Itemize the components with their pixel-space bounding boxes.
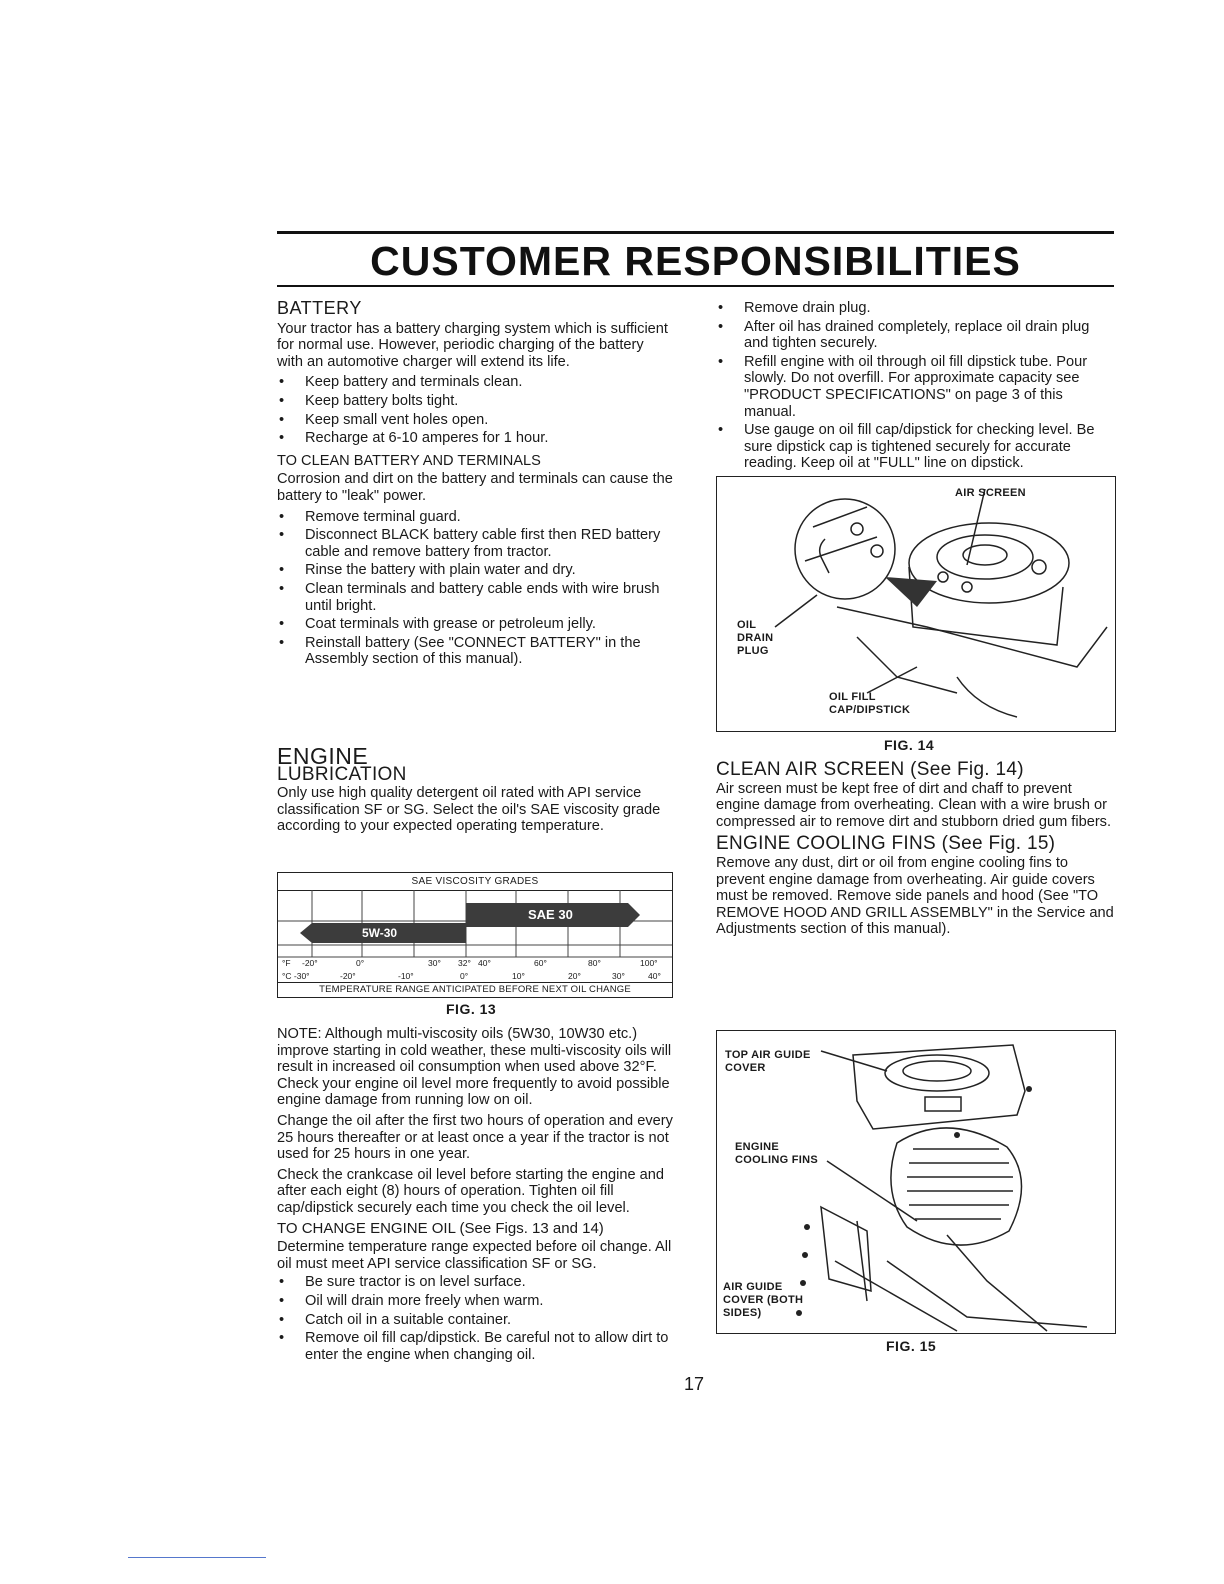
tick-label: -20° [340, 971, 356, 981]
label-plug: PLUG [737, 645, 769, 657]
list-item: • Keep battery bolts tight. [277, 393, 673, 410]
label-air-guide-sides: SIDES) [723, 1307, 762, 1319]
list-item: • Use gauge on oil fill cap/dipstick for checking level. Be sure dipstick cap is tightened securely for accurate reading. Keep oil at "FULL" line on dipstick. [716, 422, 1114, 472]
fig14-caption: FIG. 14 [884, 737, 935, 753]
footer-rule [128, 1557, 266, 1558]
label-air-guide-cover: COVER (BOTH [723, 1294, 804, 1306]
list-item: • Keep small vent holes open. [277, 412, 673, 429]
engine-section [277, 743, 673, 839]
list-item: • Rinse the battery with plain water and dry. [277, 562, 673, 579]
list-item: • Keep battery and terminals clean. [277, 374, 673, 391]
clean-battery-bullets [277, 509, 673, 668]
tick-label: 40° [648, 971, 661, 981]
tick-label: 40° [478, 958, 491, 968]
check-oil-level: Check the crankcase oil level before starting the engine and after each eight (8) hours of operation. Tighten oil fill cap/dipstick securely each time you check the oil level. [277, 1166, 664, 1216]
tick-label: 10° [512, 971, 525, 981]
oil-refill-bullets [716, 300, 1114, 472]
list-item: • Coat terminals with grease or petroleum jelly. [277, 616, 673, 633]
label-top-air-guide-cover: COVER [725, 1062, 766, 1074]
label-air-screen: AIR SCREEN [955, 487, 1026, 499]
tick-label: 30° [612, 971, 625, 981]
list-item: • Be sure tractor is on level surface. [277, 1274, 673, 1291]
viscosity-chart-header: SAE VISCOSITY GRADES [278, 873, 672, 891]
tick-label: -10° [398, 971, 414, 981]
list-item: • Remove terminal guard. [277, 509, 673, 526]
tick-label: 60° [534, 958, 547, 968]
air-screen-heading: CLEAN AIR SCREEN (See Fig. 14) [716, 759, 1024, 780]
air-screen-text: Air screen must be kept free of dirt and chaff to prevent engine damage from overheating. Clean with a wire brush or compressed air to remove dirt and stubborn dried gum fibers. [716, 780, 1112, 830]
title-rule-bottom [277, 285, 1114, 287]
tick-label: °F [282, 958, 291, 968]
list-item: • After oil has drained completely, replace oil drain plug and tighten securely. [716, 319, 1114, 352]
label-top-air-guide: TOP AIR GUIDE [725, 1049, 811, 1061]
label-drain: DRAIN [737, 632, 774, 644]
battery-bullets [277, 374, 673, 446]
band-label-sae30: SAE 30 [528, 907, 573, 922]
lubrication-text: Only use high quality detergent oil rated with API service classification SF or SG. Select the oil's SAE viscosity grade according to your expected operating temperature. [277, 785, 661, 835]
clean-battery-intro: Corrosion and dirt on the battery and terminals can cause the battery to "leak" power. [277, 471, 673, 504]
tick-label: 0° [460, 971, 469, 981]
cooling-fins-text: Remove any dust, dirt or oil from engine cooling fins to prevent engine damage from overheating. Air guide covers must be removed. Remove side panels and hood (See "TO REMOVE HOOD AND GRILL ASSEMBLY" in the Service and Adjustments section of this manual). [716, 854, 1114, 938]
label-oil-fill: OIL FILL [829, 691, 876, 703]
clean-battery-heading: TO CLEAN BATTERY AND TERMINALS [277, 452, 541, 469]
list-item: • Oil will drain more freely when warm. [277, 1293, 673, 1310]
list-item: • Remove oil fill cap/dipstick. Be careful not to allow dirt to enter the engine when changing oil. [277, 1330, 673, 1363]
label-cooling-fins: COOLING FINS [735, 1154, 819, 1166]
list-item: • Remove drain plug. [716, 300, 1114, 317]
fig15-caption: FIG. 15 [886, 1338, 937, 1354]
tick-label: -20° [302, 958, 318, 968]
fahrenheit-ticks [278, 957, 672, 970]
tick-label: 32° [458, 958, 471, 968]
fig14-illustration [716, 476, 1116, 732]
list-item: • Recharge at 6-10 amperes for 1 hour. [277, 430, 673, 447]
tick-label: 80° [588, 958, 601, 968]
change-oil-intro: Determine temperature range expected before oil change. All oil must meet API service classification SF or SG. [277, 1239, 672, 1272]
battery-section [277, 300, 673, 674]
list-item: • Reinstall battery (See "CONNECT BATTERY" in the Assembly section of this manual). [277, 635, 673, 668]
change-oil-bullets [277, 1274, 673, 1363]
page-title: CUSTOMER RESPONSIBILITIES [370, 238, 1021, 284]
label-engine: ENGINE [735, 1141, 779, 1153]
tick-label: 0° [356, 958, 365, 968]
viscosity-chart-footer: TEMPERATURE RANGE ANTICIPATED BEFORE NEXT OIL CHANGE [278, 982, 672, 997]
cooling-fins-heading: ENGINE COOLING FINS (See Fig. 15) [716, 833, 1056, 855]
tick-label: 100° [640, 958, 658, 968]
page-number: 17 [684, 1374, 705, 1394]
title-rule-top [277, 231, 1114, 234]
label-air-guide: AIR GUIDE [723, 1281, 783, 1293]
viscosity-chart [277, 872, 673, 998]
tick-label: °C -30° [282, 971, 310, 981]
tick-label: 30° [428, 958, 441, 968]
label-oil: OIL [737, 619, 757, 631]
note-text: NOTE: Although multi-viscosity oils (5W30, 10W30 etc.) improve starting in cold weather, these multi-viscosity oils will result in increased oil consumption when used above 32°F. Check your engine oil level more frequently to avoid possible engine damage from running low on oil. [277, 1026, 672, 1109]
list-item: • Disconnect BLACK battery cable first then RED battery cable and remove battery from tractor. [277, 527, 673, 560]
battery-heading: BATTERY [277, 298, 362, 318]
change-oil-heading: TO CHANGE ENGINE OIL (See Figs. 13 and 14) [277, 1219, 604, 1237]
engine-air-screen-drawing [717, 477, 1115, 731]
label-cap-dipstick: CAP/DIPSTICK [829, 704, 911, 716]
fig15-illustration [716, 1030, 1116, 1334]
list-item: • Clean terminals and battery cable ends with wire brush until bright. [277, 581, 673, 614]
air-screen-section [716, 759, 1114, 942]
battery-intro: Your tractor has a battery charging system which is sufficient for normal use. However, periodic charging of the battery with an automotive charger will extend its life. [277, 320, 668, 370]
lubrication-heading: LUBRICATION [277, 763, 407, 785]
list-item: • Refill engine with oil through oil fill dipstick tube. Pour slowly. Do not overfill. For approximate capacity see "PRODUCT SPECIFICATIONS" on page 3 of this manual. [716, 354, 1114, 420]
list-item: • Catch oil in a suitable container. [277, 1312, 673, 1329]
band-label-5w30: 5W-30 [362, 926, 398, 940]
oil-refill-section [716, 300, 1114, 478]
oil-change-section [277, 1026, 673, 1369]
tick-label: 20° [568, 971, 581, 981]
change-oil-schedule: Change the oil after the first two hours of operation and every 25 hours thereafter or at least once a year if the tractor is not used for 25 hours in one year. [277, 1112, 673, 1163]
engine-heading: ENGINE [277, 743, 369, 769]
fig13-caption: FIG. 13 [446, 1001, 497, 1017]
